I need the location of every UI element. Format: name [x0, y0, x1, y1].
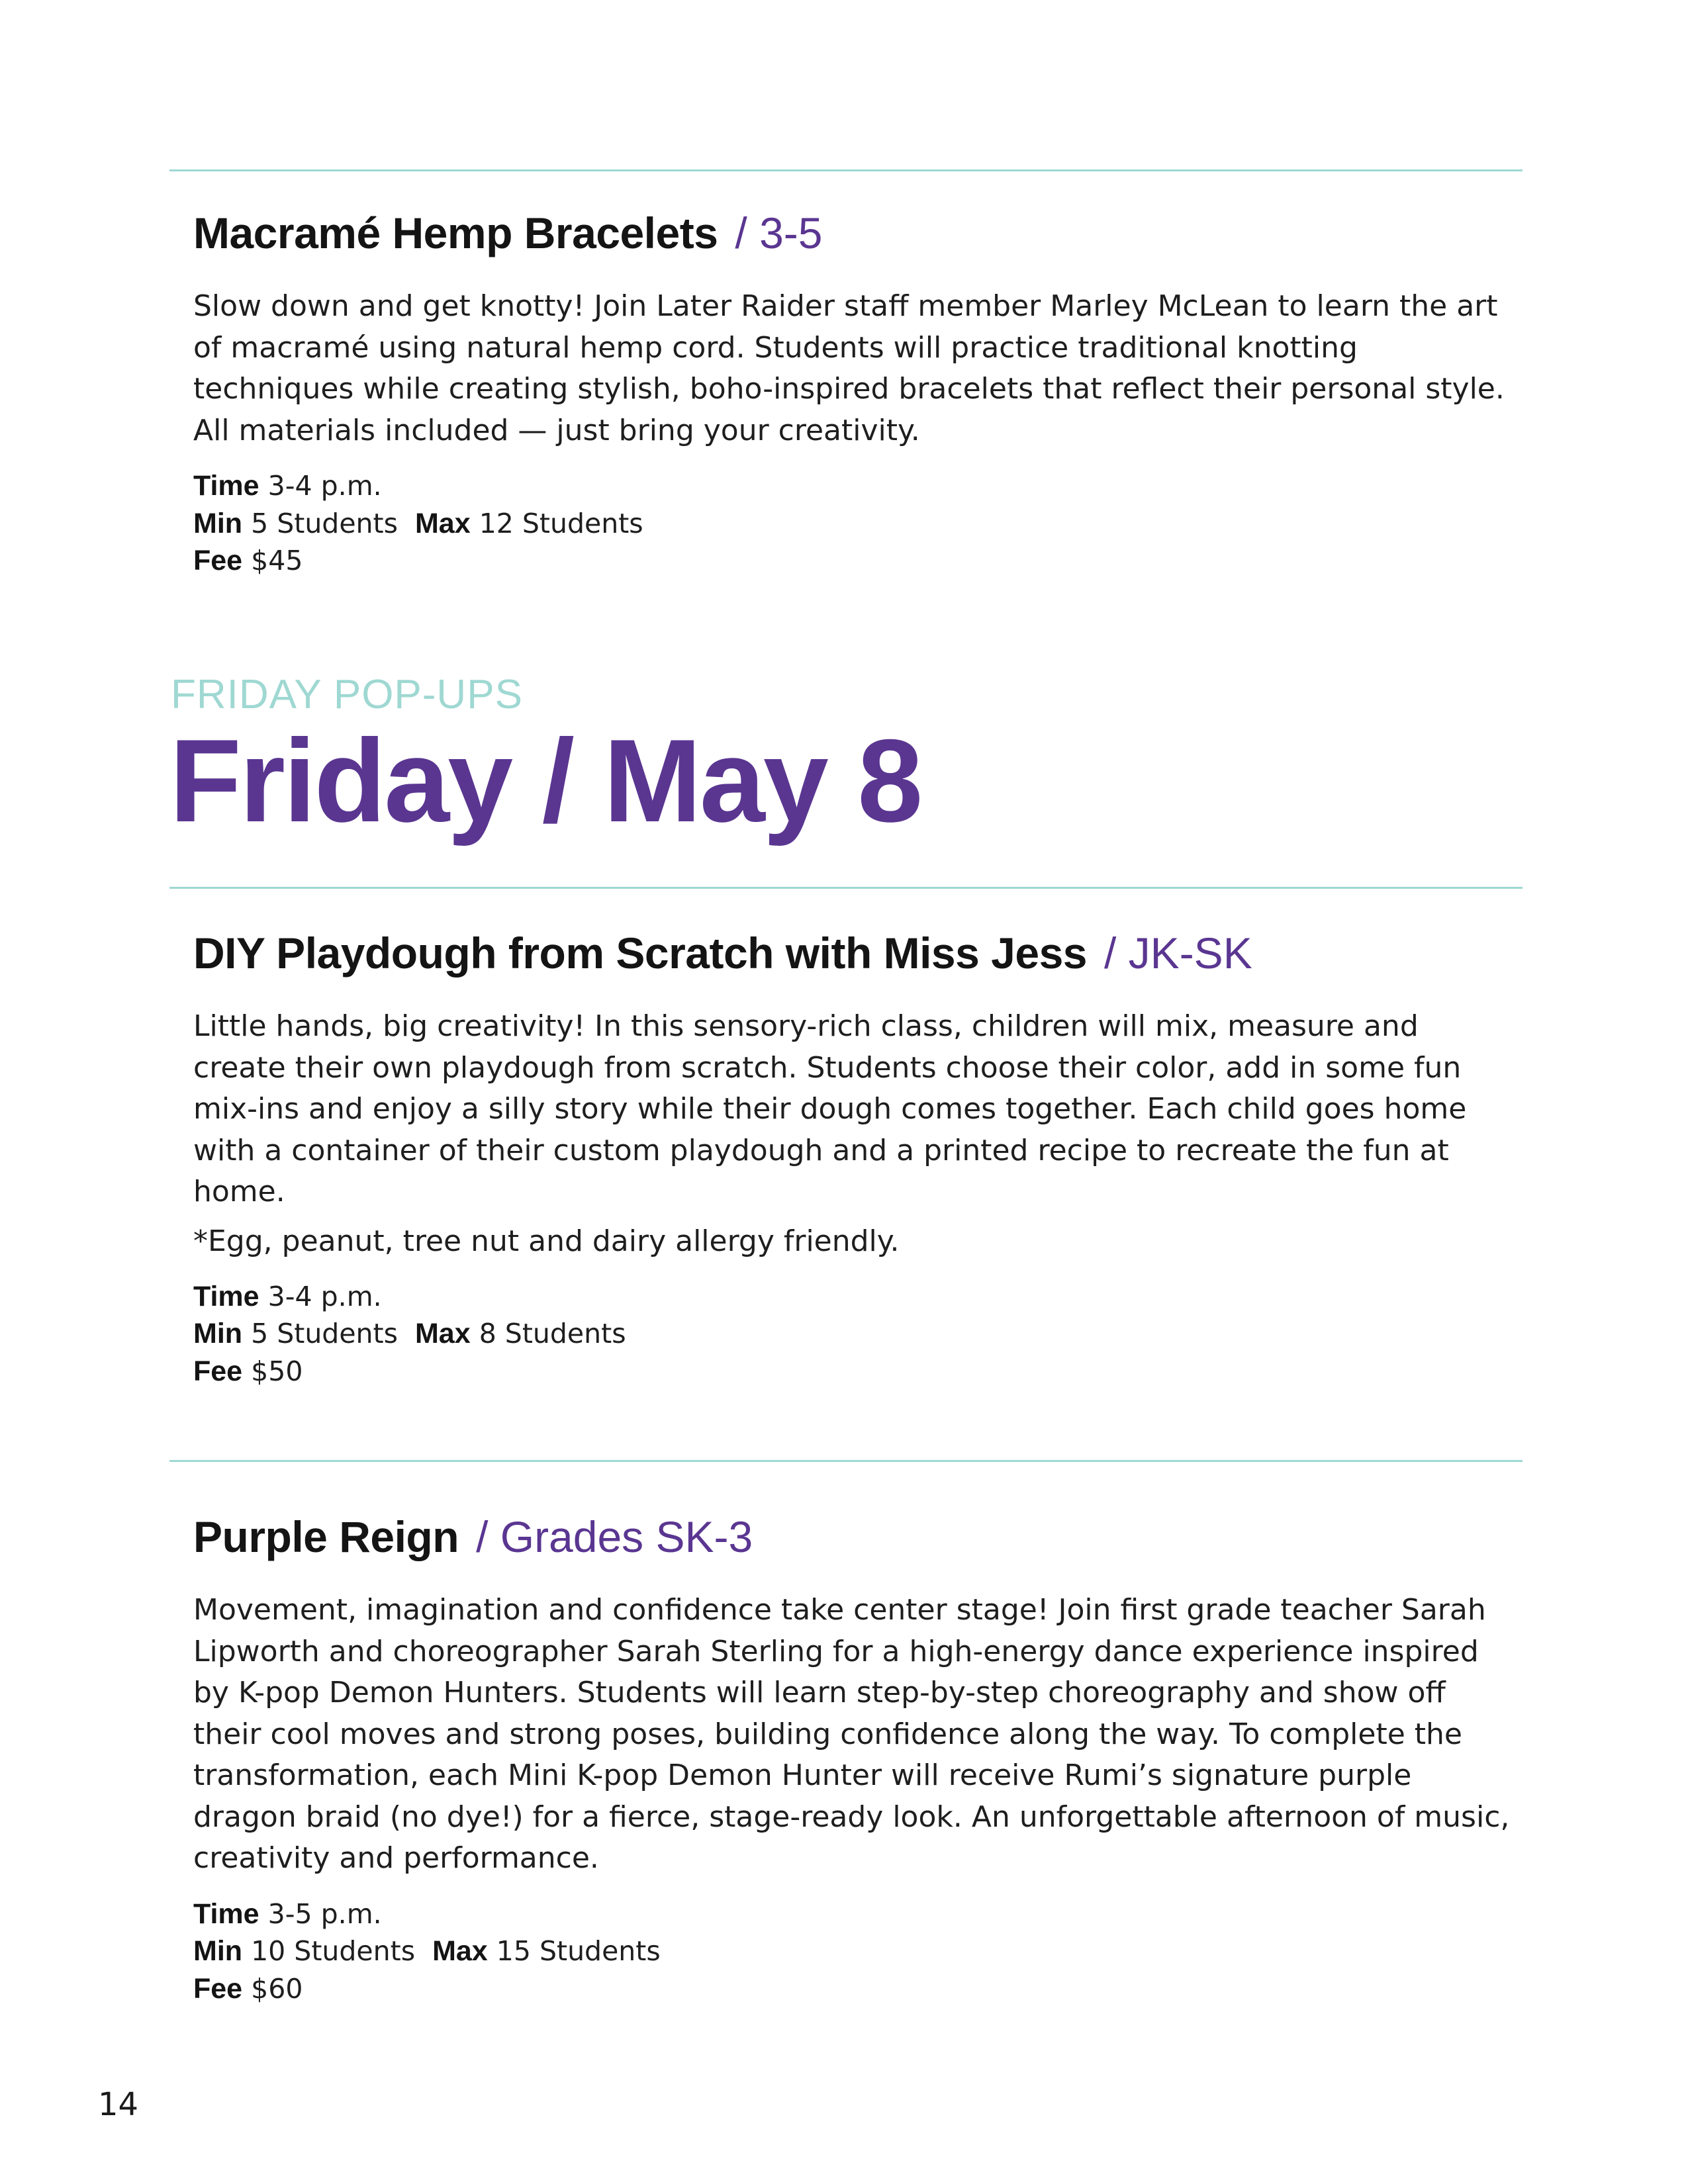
- max-value: 15 Students: [496, 1935, 661, 1967]
- course-title: [193, 1510, 1517, 1563]
- course-details: [193, 1895, 1517, 2008]
- time-label: Time: [193, 1897, 259, 1930]
- time-row: [193, 1895, 1517, 1933]
- course-grade: / JK-SK: [1104, 929, 1252, 978]
- course-purple-reign: [193, 1510, 1517, 2007]
- course-name: DIY Playdough from Scratch with Miss Jess: [193, 929, 1087, 978]
- time-value: 3-5 p.m.: [267, 1897, 382, 1930]
- enrollment-row: [193, 1315, 1517, 1353]
- course-details: [193, 1278, 1517, 1390]
- time-value: 3-4 p.m.: [267, 1280, 382, 1312]
- min-value: 10 Students: [251, 1935, 416, 1967]
- min-label: Min: [193, 1935, 243, 1967]
- divider-rule: [169, 887, 1523, 889]
- enrollment-row: [193, 505, 1517, 543]
- max-label: Max: [414, 1318, 471, 1349]
- fee-label: Fee: [193, 545, 243, 576]
- time-row: [193, 1278, 1517, 1316]
- page-number: 14: [98, 2086, 139, 2123]
- time-row: [193, 467, 1517, 505]
- course-grade: / Grades SK-3: [476, 1512, 753, 1561]
- allergy-note: *Egg, peanut, tree nut and dairy allergy friendly.: [193, 1224, 900, 1258]
- course-title: [193, 206, 1517, 259]
- course-title: [193, 927, 1517, 979]
- fee-label: Fee: [193, 1972, 243, 2005]
- course-grade: / 3-5: [735, 208, 823, 257]
- course-macrame: [193, 206, 1517, 580]
- min-label: Min: [193, 507, 243, 539]
- course-name: Macramé Hemp Bracelets: [193, 208, 718, 257]
- fee-value: $45: [251, 545, 303, 576]
- enrollment-row: [193, 1933, 1517, 1970]
- time-label: Time: [193, 1280, 259, 1312]
- max-value: 8 Students: [479, 1318, 626, 1349]
- fee-row: [193, 1970, 1517, 2008]
- time-label: Time: [193, 470, 259, 502]
- fee-label: Fee: [193, 1355, 243, 1387]
- max-label: Max: [432, 1935, 488, 1967]
- course-description: Movement, imagination and confidence take center stage! Join first grade teacher Sarah Lipworth and choreographer Sarah Sterling for a high-energy dance experience inspired by K-pop Demon Hunters. Students will learn step-by-step choreography and show off their cool moves and strong poses, building confidence along the way. To complete the transformation, each Mini K-pop Demon Hunter will receive Rumi’s signature purple dragon braid (no dye!) for a fierce, stage-ready look. An unforgettable afternoon of music, creativity and performance.: [193, 1593, 1510, 1875]
- section-kicker: FRIDAY POP-UPS: [171, 672, 523, 717]
- course-name: Purple Reign: [193, 1512, 459, 1561]
- divider-rule: [169, 1460, 1523, 1462]
- min-value: 5 Students: [251, 507, 398, 539]
- max-label: Max: [414, 507, 471, 539]
- course-playdough: [193, 927, 1517, 1390]
- divider-rule: [169, 169, 1523, 171]
- fee-row: [193, 1353, 1517, 1390]
- min-label: Min: [193, 1318, 243, 1349]
- fee-value: $60: [251, 1972, 303, 2005]
- course-description: Little hands, big creativity! In this sensory-rich class, children will mix, measure and create their own playdough from scratch. Students choose their color, add in some fun mix-ins and enjoy a silly story while their dough comes together. Each child goes home with a container of their custom playdough and a printed recipe to recreate the fun at home.: [193, 1009, 1467, 1208]
- course-description: Slow down and get knotty! Join Later Raider staff member Marley McLean to learn the art of macramé using natural hemp cord. Students will practice traditional knotting techniques while creating stylish, boho-inspired bracelets that reflect their personal style. All materials included — just bring your creativity.: [193, 289, 1505, 447]
- max-value: 12 Students: [479, 507, 643, 539]
- time-value: 3-4 p.m.: [267, 470, 382, 502]
- fee-value: $50: [251, 1355, 303, 1387]
- fee-row: [193, 542, 1517, 580]
- section-heading: Friday / May 8: [169, 715, 921, 846]
- min-value: 5 Students: [251, 1318, 398, 1349]
- course-details: [193, 467, 1517, 580]
